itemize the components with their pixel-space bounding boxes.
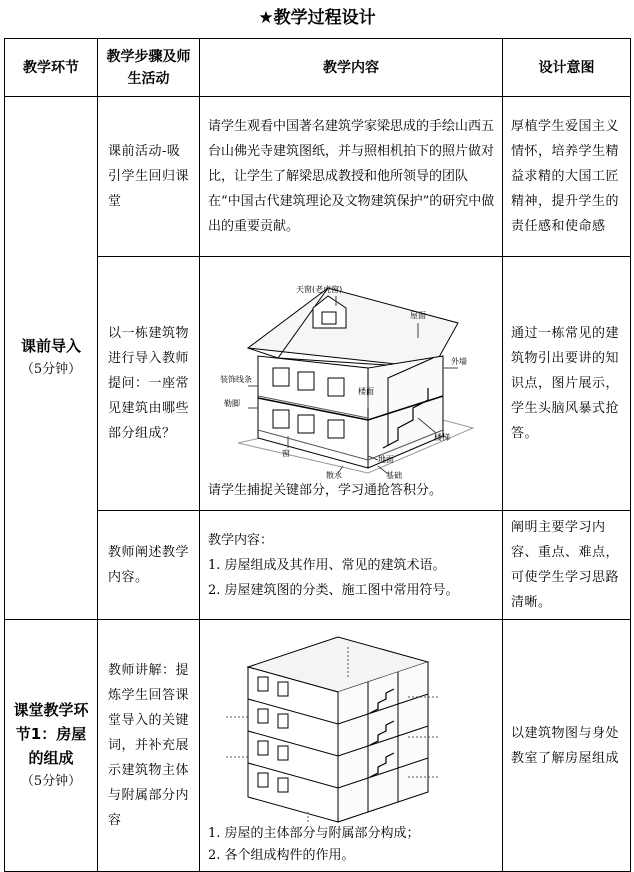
header-row — [5, 39, 631, 97]
label-apron: 勒脚 — [224, 398, 240, 408]
content-item: 1. 房屋组成及其作用、常见的建筑术语。 — [208, 557, 446, 573]
house-components-figure — [218, 268, 488, 480]
content-cell — [200, 257, 503, 511]
building-cutaway-figure — [218, 627, 448, 823]
label-ground: 地面 — [378, 454, 394, 464]
header-section: 教学环节 — [5, 39, 98, 97]
table-row — [5, 511, 631, 620]
label-floor: 楼面 — [358, 386, 374, 396]
step-cell: 教师讲解：提炼学生回答课堂导入的关键词，并补充展示建筑物主体与附属部分内容 — [98, 620, 200, 872]
content-cell: 请学生观看中国著名建筑学家梁思成的手绘山西五台山佛光寺建筑图纸，并与照相机拍下的照片做对比，让学生了解梁思成教授和他所领导的团队在“中国古代建筑理论及文物建筑保护”的研究中做出的重要贡献。 — [200, 97, 503, 257]
content-title: 教学内容： — [208, 532, 274, 548]
intent-cell: 通过一栋常见的建筑物引出要讲的知识点，图片展示，学生头脑风暴式抢答。 — [503, 257, 631, 511]
intent-cell: 阐明主要学习内容、重点、难点，可使学生学习思路清晰。 — [503, 511, 631, 620]
teaching-process-table — [4, 38, 631, 872]
label-stair: 楼梯 — [434, 432, 450, 442]
label-window: 窗 — [282, 448, 290, 458]
header-content: 教学内容 — [200, 39, 503, 97]
label-roof: 屋面 — [410, 310, 426, 320]
section-duration: （5分钟） — [20, 773, 82, 789]
intent-cell: 以建筑物图与身处教室了解房屋组成 — [503, 620, 631, 872]
header-step: 教学步骤及师生活动 — [98, 39, 200, 97]
section-cell-composition — [5, 620, 98, 872]
step-cell: 教师阐述教学内容。 — [98, 511, 200, 620]
table-row — [5, 97, 631, 257]
label-skylight: 天窗(老虎窗) — [296, 284, 343, 294]
content-item: 2. 房屋建筑图的分类、施工图中常用符号。 — [208, 582, 459, 598]
figure-caption: 1. 房屋的主体部分与附属部分构成； — [208, 825, 420, 841]
section-name: 课前导入 — [20, 337, 81, 355]
label-drain: 散水 — [326, 470, 342, 480]
figure-caption: 请学生捕捉关键部分，学习通抢答积分。 — [208, 482, 443, 498]
label-foundation: 基础 — [386, 470, 402, 480]
content-cell — [200, 620, 503, 872]
figure-caption: 2. 各个组成构件的作用。 — [208, 847, 355, 863]
table-row — [5, 620, 631, 872]
label-decor-line: 装饰线条 — [220, 374, 252, 384]
page-title: ★教学过程设计 — [258, 8, 376, 28]
section-name: 课堂教学环节1：房屋的组成 — [13, 700, 89, 767]
table-row — [5, 257, 631, 511]
label-exterior-wall: 外墙 — [451, 356, 467, 366]
content-cell — [200, 511, 503, 620]
section-cell-intro — [5, 97, 98, 620]
intent-cell: 厚植学生爱国主义情怀，培养学生精益求精的大国工匠精神，提升学生的责任感和使命感 — [503, 97, 631, 257]
section-duration: （5分钟） — [20, 362, 82, 377]
step-cell: 以一栋建筑物进行导入教师提问：一座常见建筑由哪些部分组成？ — [98, 257, 200, 511]
header-intent: 设计意图 — [503, 39, 631, 97]
step-cell: 课前活动-吸引学生回归课堂 — [98, 97, 200, 257]
